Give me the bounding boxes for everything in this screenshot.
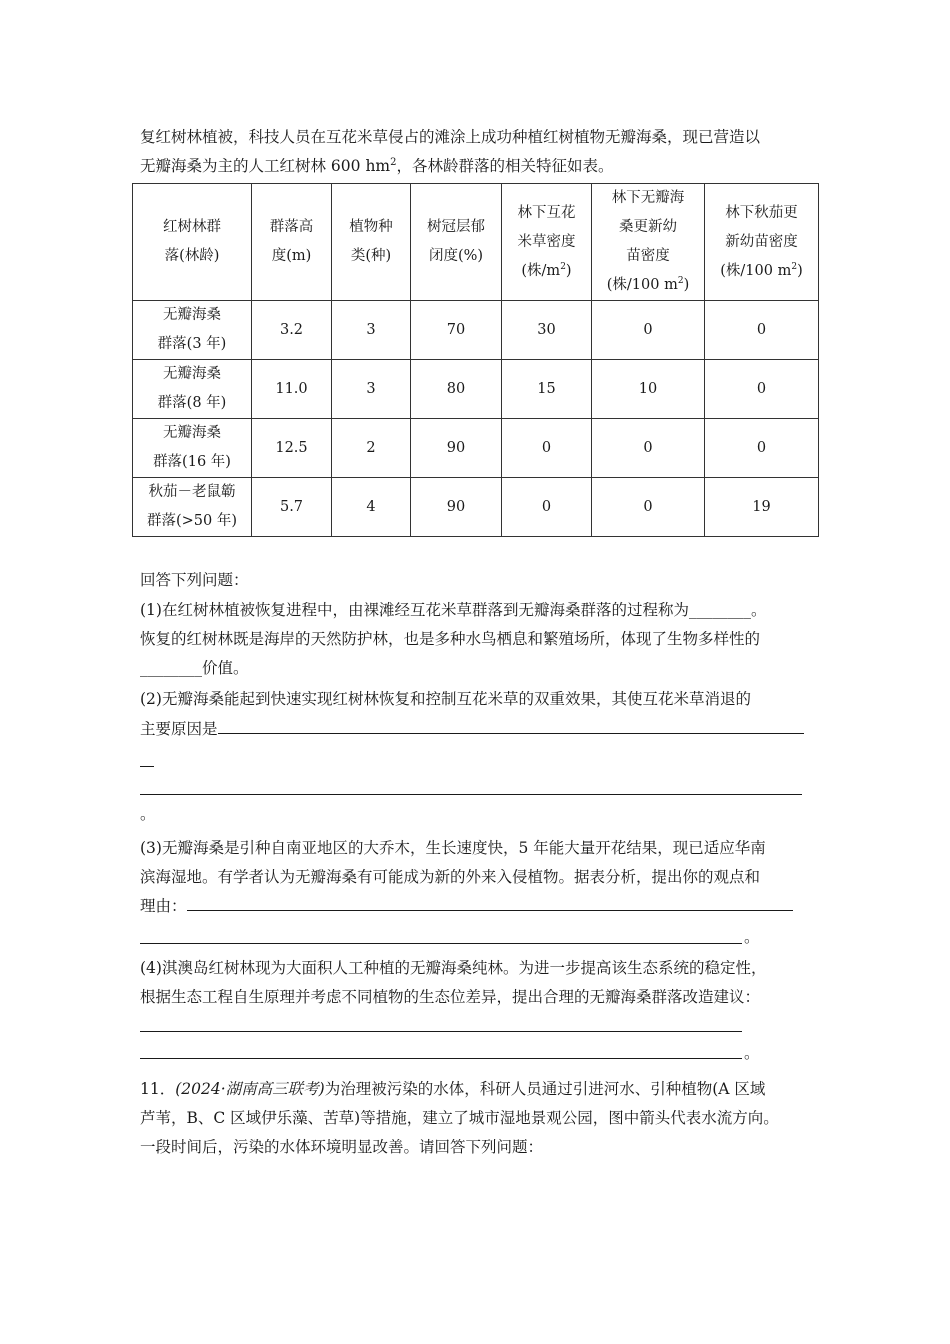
- intro-sup: 2: [390, 156, 397, 168]
- q4-answer-rule-1[interactable]: [140, 1030, 742, 1032]
- intro-text-1: 复红树林植被，科技人员在互花米草侵占的滩涂上成功种植红树植物无瓣海桑，现已营造以: [140, 128, 761, 146]
- cell-canopy: 80: [411, 360, 502, 419]
- cell-community: 无瓣海桑 群落(3 年): [133, 301, 252, 360]
- cell-sonneratia: 0: [592, 478, 705, 537]
- table-row: [133, 360, 819, 419]
- q11-number: 11．: [140, 1080, 176, 1098]
- cell-species: 4: [332, 478, 411, 537]
- q4-line-2: 根据生态工程自生原理并考虑不同植物的生态位差异，提出合理的无瓣海桑群落改造建议：: [140, 988, 761, 1006]
- cell-community: 无瓣海桑 群落(16 年): [133, 419, 252, 478]
- q2-answer-blank[interactable]: [218, 719, 804, 734]
- q2-end-mark: 。: [140, 805, 156, 823]
- table-row: [133, 478, 819, 537]
- q2-line-2: [140, 715, 820, 745]
- cell-canopy: 90: [411, 419, 502, 478]
- q1-line-3: ________价值。: [140, 659, 249, 677]
- intro-text-2a: 无瓣海桑为主的人工红树林 600 hm: [140, 157, 391, 175]
- q2-answer-rule-short[interactable]: [140, 765, 154, 767]
- intro-line-1: [140, 123, 820, 153]
- q3-answer-blank[interactable]: [187, 896, 793, 911]
- cell-species: 2: [332, 419, 411, 478]
- q3-line-3: [140, 892, 820, 922]
- cell-kandelia: 0: [705, 301, 819, 360]
- q3-prompt: 理由：: [140, 897, 187, 915]
- intro-text-2b: ，各林龄群落的相关特征如表。: [396, 157, 614, 175]
- questions-lead: 回答下列问题：: [140, 571, 249, 589]
- q2-prompt: 主要原因是: [140, 720, 218, 738]
- cell-height: 11.0: [252, 360, 332, 419]
- q4-end-mark: 。: [744, 1044, 760, 1062]
- cell-kandelia: 0: [705, 419, 819, 478]
- header-canopy: 树冠层郁 闭度(%): [411, 184, 502, 301]
- cell-height: 12.5: [252, 419, 332, 478]
- q11-line-3: 一段时间后，污染的水体环境明显改善。请回答下列问题：: [140, 1138, 544, 1156]
- cell-canopy: 90: [411, 478, 502, 537]
- cell-canopy: 70: [411, 301, 502, 360]
- cell-spartina: 0: [502, 419, 592, 478]
- cell-height: 5.7: [252, 478, 332, 537]
- q2-line-1: (2)无瓣海桑能起到快速实现红树林恢复和控制互花米草的双重效果，其使互花米草消退的: [140, 690, 751, 708]
- q1-line-2: 恢复的红树林既是海岸的天然防护林，也是多种水鸟栖息和繁殖场所，体现了生物多样性的: [140, 630, 761, 648]
- q3-line-1: (3)无瓣海桑是引种自南亚地区的大乔木，生长速度快，5 年能大量开花结果，现已适应华南: [140, 839, 766, 857]
- intro-line-2: [140, 152, 820, 182]
- q4-answer-rule-2[interactable]: [140, 1057, 742, 1059]
- q2-answer-rule[interactable]: [140, 793, 802, 795]
- header-species: 植物种 类(种): [332, 184, 411, 301]
- cell-community: 秋茄－老鼠簕 群落(>50 年): [133, 478, 252, 537]
- q3-end-mark: 。: [744, 928, 760, 946]
- header-spartina-density: 林下互花 米草密度 (株$/m^2$): [502, 184, 592, 301]
- q11-source: (2024·湖南高三联考): [175, 1080, 325, 1098]
- q4-line-1: (4)淇澳岛红树林现为大面积人工种植的无瓣海桑纯林。为进一步提高该生态系统的稳定性，: [140, 959, 767, 977]
- cell-species: 3: [332, 360, 411, 419]
- cell-community: 无瓣海桑 群落(8 年): [133, 360, 252, 419]
- table-header-row: [133, 184, 819, 301]
- header-kandelia-seedlings: 林下秋茄更 新幼苗密度 (株/100 $m^2$): [705, 184, 819, 301]
- q3-answer-rule[interactable]: [140, 942, 742, 944]
- cell-species: 3: [332, 301, 411, 360]
- cell-kandelia: 0: [705, 360, 819, 419]
- cell-sonneratia: 0: [592, 419, 705, 478]
- header-height: 群落高 度(m): [252, 184, 332, 301]
- q1-line-1: (1)在红树林植被恢复进程中，由裸滩经互花米草群落到无瓣海桑群落的过程称为________。: [140, 601, 767, 619]
- header-community: 红树林群 落(林龄): [133, 184, 252, 301]
- cell-spartina: 0: [502, 478, 592, 537]
- q11-line-2: 芦苇，B、C 区域伊乐藻、苦草)等措施，建立了城市湿地景观公园，图中箭头代表水流方向。: [140, 1109, 779, 1127]
- q11-line-1: [140, 1075, 830, 1105]
- header-sonneratia-seedlings: 林下无瓣海 桑更新幼 苗密度 (株/100 $m^2$): [592, 184, 705, 301]
- table-row: [133, 301, 819, 360]
- q11-text-1: 为治理被污染的水体，科研人员通过引进河水、引种植物(A 区域: [324, 1080, 766, 1098]
- cell-height: 3.2: [252, 301, 332, 360]
- table-row: [133, 419, 819, 478]
- cell-sonneratia: 0: [592, 301, 705, 360]
- forest-community-table: [132, 183, 819, 537]
- cell-spartina: 15: [502, 360, 592, 419]
- cell-spartina: 30: [502, 301, 592, 360]
- cell-kandelia: 19: [705, 478, 819, 537]
- cell-sonneratia: 10: [592, 360, 705, 419]
- q3-line-2: 滨海湿地。有学者认为无瓣海桑有可能成为新的外来入侵植物。据表分析，提出你的观点和: [140, 868, 761, 886]
